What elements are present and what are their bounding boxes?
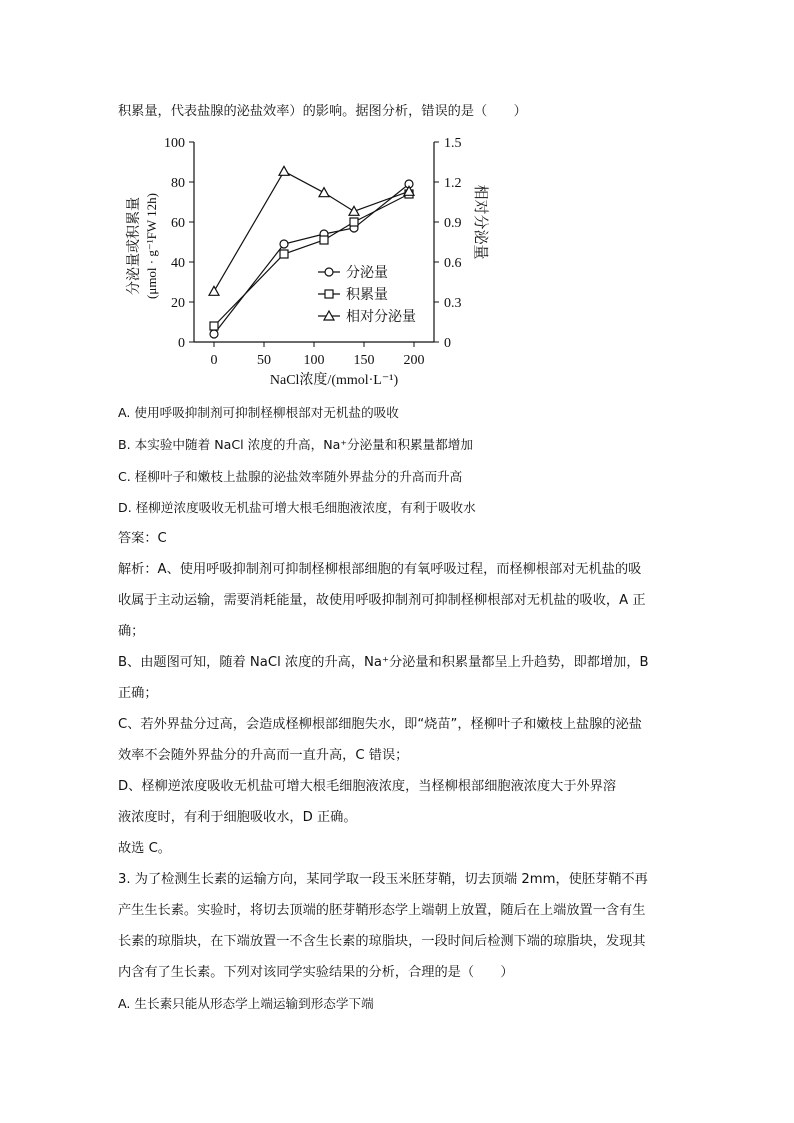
y2-tick-label: 0.9: [444, 216, 462, 231]
question-3-line: 产生生长素。实验时，将切去顶端的胚芽鞘形态学上端朝上放置，随后在上端放置一含有生: [118, 903, 646, 918]
analysis-line: 正确；: [118, 686, 158, 701]
y2-tick-label: 0.3: [444, 296, 462, 311]
data-point-secretion: [280, 240, 288, 248]
analysis-line: 故选 C。: [118, 841, 171, 856]
analysis-line: 确；: [118, 624, 145, 639]
y-tick-label: 60: [171, 216, 185, 231]
y-tick-label: 80: [171, 176, 185, 191]
data-point-relative-secretion: [349, 206, 359, 215]
y2-tick-label: 0: [444, 336, 451, 351]
analysis-line: 效率不会随外界盐分的升高而一直升高，C 错误；: [118, 748, 409, 763]
legend-label-accumulation: 积累量: [346, 287, 388, 303]
data-point-accumulation: [210, 322, 218, 330]
analysis-line: D、柽柳逆浓度吸收无机盐可增大根毛细胞液浓度，当柽柳根部细胞液浓度大于外界溶: [118, 779, 617, 794]
analysis-line: C、若外界盐分过高，会造成柽柳根部细胞失水，即“烧苗”，柽柳叶子和嫩枝上盐腺的泌盐: [118, 717, 642, 732]
x-axis-label: NaCl浓度/(mmol·L⁻¹): [269, 373, 399, 388]
x-tick-label: 50: [257, 353, 271, 368]
analysis-line: 收属于主动运输，需要消耗能量，故使用呼吸抑制剂可抑制柽柳根部对无机盐的吸收，A 正: [118, 593, 646, 608]
option-d: D. 柽柳逆浓度吸收无机盐可增大根毛细胞液浓度，有利于吸收水: [118, 500, 476, 515]
y2-tick-label: 0.6: [444, 256, 462, 271]
analysis-line: 解析：A、使用呼吸抑制剂可抑制柽柳根部细胞的有氧呼吸过程，而柽柳根部对无机盐的吸: [118, 562, 642, 577]
x-tick-label: 200: [403, 353, 425, 368]
y2-tick-label: 1.5: [444, 136, 462, 151]
data-point-accumulation: [320, 236, 328, 244]
data-point-accumulation: [350, 218, 358, 226]
question-3-line: 3. 为了检测生长素的运输方向，某同学取一段玉米胚芽鞘，切去顶端 2mm，使胚芽鞘不再: [118, 872, 648, 887]
question-3-line: 内含有了生长素。下列对该同学实验结果的分析，合理的是（ ）: [118, 965, 514, 980]
legend-label-secretion: 分泌量: [346, 265, 388, 281]
data-point-relative-secretion: [279, 166, 289, 175]
x-tick-label: 150: [353, 353, 375, 368]
legend-marker-secretion: [325, 268, 333, 276]
y2-axis-label: 相对分泌量: [472, 184, 490, 260]
option-a: A. 使用呼吸抑制剂可抑制柽柳根部对无机盐的吸收: [118, 405, 399, 420]
question-3-option-a: A. 生长素只能从形态学上端运输到形态学下端: [118, 996, 374, 1011]
data-point-accumulation: [280, 250, 288, 258]
y-tick-label: 100: [164, 136, 185, 151]
x-tick-label: 0: [210, 353, 218, 368]
question-tail: 积累量，代表盐腺的泌盐效率）的影响。据图分析，错误的是（ ）: [118, 104, 527, 119]
y-axis-label: 分泌量或积累量: [126, 197, 142, 295]
legend-marker-accumulation: [325, 290, 333, 298]
chart-legend: [318, 265, 416, 325]
analysis-line: B、由题图可知，随着 NaCl 浓度的升高，Na⁺分泌量和积累量都呈上升趋势，即都增加，B: [118, 655, 649, 670]
chart-axes: [126, 136, 490, 388]
data-point-relative-secretion: [209, 286, 219, 295]
y2-tick-label: 1.2: [444, 176, 462, 191]
y-tick-label: 0: [178, 336, 185, 351]
data-point-secretion: [210, 330, 218, 338]
x-tick-label: 100: [303, 353, 325, 368]
y-tick-label: 40: [171, 256, 185, 271]
answer: 答案：C: [118, 531, 167, 546]
y-axis-unit: (μmol · g⁻¹FW 12h): [144, 193, 159, 299]
question-3-line: 长素的琼脂块，在下端放置一不含生长素的琼脂块，一段时间后检测下端的琼脂块，发现其: [118, 934, 646, 949]
option-b: B. 本实验中随着 NaCl 浓度的升高，Na⁺分泌量和积累量都增加: [118, 437, 473, 452]
option-c: C. 柽柳叶子和嫩枝上盐腺的泌盐效率随外界盐分的升高而升高: [118, 469, 463, 484]
chart: [118, 128, 490, 390]
data-point-relative-secretion: [319, 188, 329, 197]
analysis-line: 液浓度时，有利于细胞吸收水，D 正确。: [118, 810, 357, 825]
y-tick-label: 20: [171, 296, 185, 311]
legend-label-relative-secretion: 相对分泌量: [346, 309, 416, 325]
series-line-accumulation: [214, 194, 409, 326]
